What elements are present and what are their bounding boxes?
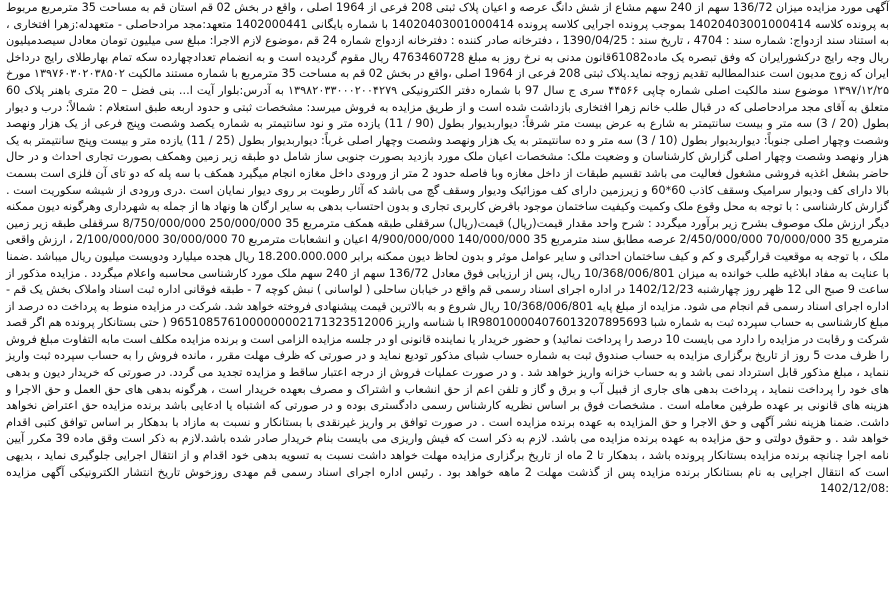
- auction-notice-body: آگهی مورد مزایده میزان 136/72 سهم از 240 سهم مشاع از شش دانگ عرصه و اعیان پلاک ثبتی 208 فرعی از 1964 اصلی ، واقع در بخش 02 قم استان قم به مساحت 35 مترمربع مربوط به پرونده کلاسه 14020403001000414 بموجب پرونده اجرایی کلاسه پرونده 14020403001000414 با شماره بایگانی 1402000441 متعهد:مجد مرادحاصلی - متعهدله:زهرا افتخاری ، به استناد سند ازدواج: شماره سند : 4704 ، تاریخ سند : 1390/04/25 ، دفترخانه صادر کننده : دفترخانه ازدواج شماره 24 قم ،موضوع لازم الاجرا: مبلغ سی میلیون تومان معادل سیصدمیلیون ریال وجه رایج درکشورایران که وفق تبصره یک ماده61082قانون مدنی به نرخ روز به مبلغ 4763460728 ریال مقوم گردیده است و به انضمام تعدادچهارده سکه تمام بهارطلای رایج درداخل ایران که زوج مدیون است عندالمطالبه تقدیم زوجه نماید.پلاک ثبتی 208 فرعی از 1964 اصلی ،واقع در بخش 02 قم به مساحت 35 مترمربع با شماره مستند مالکیت ۱۳۹۷۶۰۳۰۲۰۳۸۵۰۲ مورخ ۱۳۹۷/۱۲/۲۵ موضوع سند مالکیت اصلی شماره چاپی ۴۴۵۶۶ سری ج سال 97 با شماره دفتر الکترونیکی ۱۳۹۸۲۰۳۳۰۰۰۲۰۰۴۲۷۹ به آدرس:بلوار آیت ا... بنی فضل – 20 متری باهنر پلاک 60 متعلق به آقای مجد مرادحاصلی که در قبال طلب خانم زهرا افتخاری بازداشت شده است و از طریق مزایده به فروش میرسد: مشخصات ثبتی و حدود اربعه طبق استعلام : شمالاً: درب و دیوار بطول (20 / 3) سه متر و بیست سانتیمتر به شارع به عرض بیست متر شرقاً: دیواربدیوار بطول (90 / 11) یازده متر و نود سانتیمتر به شماره یکصد وشصت وپنج فرعی از یک هزار ونهصد وشصت وچهار اصلی جنوباً: دیواربدیوار بطول (10 / 3) سه متر و ده سانتیمتر به یک هزار ونهصد وشصت وچهار اصلی غرباً: دیواربدیوار بطول (25 / 11) یازده متر و بیست وپنج سانتیمتر به یک هزار ونهصد وشصت وچهار اصلی گزارش کارشناسان و وضعیت ملک: مشخصات اعیان ملک مورد بازدید بصورت جنوبی ساز شامل دو طبقه زیر زمین وهمکف بصورت تجاری احداث و در حال حاضر بشغل اغذیه فروشی مشغول فعالیت می باشد تقسیم طبقات از داخل مغازه وبا فاصله حدود 2 متر از ورودی داخل مغازه انجام میگیرد همکف با سه پله که دو تای آن فلزی است بسمت بالا دارای کف ودیوار سرامیک وسقف کاذب 60*60 و زیرزمین دارای کف موزائیک ودیوار وسقف گچ می باشد که آثار رطوبت بر روی دیوار نمایان است .دری ورودی از شیشه سکوریت است . گزارش کارشناسی : با توجه به محل وقوع ملک وکمیت وکیفیت ساختمان موجود بافرض کاربری تجاری و بدون احتساب بدهی به سایر ارگان ها ونهاد ها از جمله به شهرداری وهرگونه دیون ممکنه دیگر ارزش ملک موصوف بشرح زیر برآورد میگردد : شرح واحد مقدار قیمت(ریال) قیمت(ریال) سرقفلی طبقه همکف مترمربع 35 250/000/000 8/750/000/000 سرقفلی طبقه زیر زمین مترمربع 35 70/000/000 2/450/000/000 عرصه مطابق سند مترمربع 35 140/000/000 4/900/000/000 اعیان و انشعابات مترمربع 70 30/000/000 2/100/000/000 ، ارزش واقعی ملک ، با توجه به موقعیت قرارگیری و کم و کیف ساختمان احداثی و سایر عوامل موثر و بدون لحاظ دیون ممکنه برابر 18.200.000.000 ریال هجده میلیارد ودویست میلیون ریال میباشد .ضمنا با عنایت به مفاد ابلاغیه طلب خوانده به میزان 10/368/006/801 ریال، پس از ارزیابی فوق معادل 136/72 سهم از 240 سهم ملک مورد کارشناسی محاسبه واعلام میگردد . مزایده مذکور از ساعت 9 صبح الی 12 ظهر روز چهارشنبه 1402/12/23 در اداره اجرای اسناد رسمی قم واقع در خیابان ساحلی ( لواسانی ) نبش کوچه 7 - طبقه فوقانی اداره ثبت اسناد واملاک بخش یک قم - اداره اجرای اسناد رسمی قم انجام می شود. مزایده از مبلغ پایه 10/368/006/801 ریال شروع و به بالاترین قیمت پیشنهادی فروخته خواهد شد. شرکت در مزایده منوط به پرداخت ده درصد از مبلغ کارشناسی به حساب سپرده ثبت به شماره شبا IR980100004076013207895693 با شناسه واریز 9651085761000000002171323512006 ( حتی بستانکار پرونده هم اگر قصد شرکت و رقابت در مزایده را دارد می بایست 10 درصد را پرداخت نمائید) و حضور خریدار یا نماینده قانونی او در جلسه مزایده الزامی است و برنده مزایده مکلف است مابه التفاوت مبلغ فروش را ظرف مدت 5 روز از تاریخ برگزاری مزایده به حساب صندوق ثبت به شماره حساب شبای مذکور تودیع نماید و در صورتی که ظرف مهلت مقرر ، مانده فروش را به حساب سپرده ثبت واریز ننماید ، مبلغ مذکور قابل استرداد نمی باشد و به حساب خزانه واریز خواهد شد . و در صورت عملیات فروش از درجه اعتبار ساقط و مزایده تجدید می گردد. در صورتی که خریدار دیون و بدهی های خود را پرداخت ننماید ، پرداخت بدهی های جاری از قبیل آب و برق و گاز و تلفن اعم از حق انشعاب و اشتراک و مصرف بعهده خریدار است ، هرگونه بدهی های حق العمل و حق الاجرا و هزینه های قانونی بر عهده طرفین معامله است . مشخصات فوق بر اساس نظریه کارشناس رسمی دادگستری بوده و در صورتی که اشتباه یا ادعایی باشد برنده مزایده حق اعتراض نخواهد داشت. ضمنا هزینه نشر آگهی و حق الاجرا و حق المزایده به عهده برنده مزایده است . در صورت توافق بر واریز غیرنقدی با بستانکار و نسبت به مازاد با بدهکار بر اساس توافق کتبی اقدام خواهد شد . و حقوق دولتی و حق مزایده به عهده برنده مزایده می باشد. لازم به ذکر است که فیش واریزی می بایست بنام خریدار صادر شده باشد.لازم به ذکر است وقق ماده 39 مکرر آیین نامه اجرا چنانچه برنده مزایده بستانکار پرونده باشد ، بدهکار تا 2 ماه از تاریخ برگزاری مزایده مهلت خواهد داشت نسبت به تسویه بدهی خود اقدام و از انتقال اجرایی جلوگیری نماید ، بدیهی است که انتقال اجرایی به نام بستانکار برنده مزایده پس از گذشت مهلت 2 ماهه خواهد بود . رئیس اداره اجرای اسناد رسمی قم مهدی روزخوش تاریخ انتشار الکترونیکی آگهی مزایده :1402/12/08: [6, 1, 890, 496]
